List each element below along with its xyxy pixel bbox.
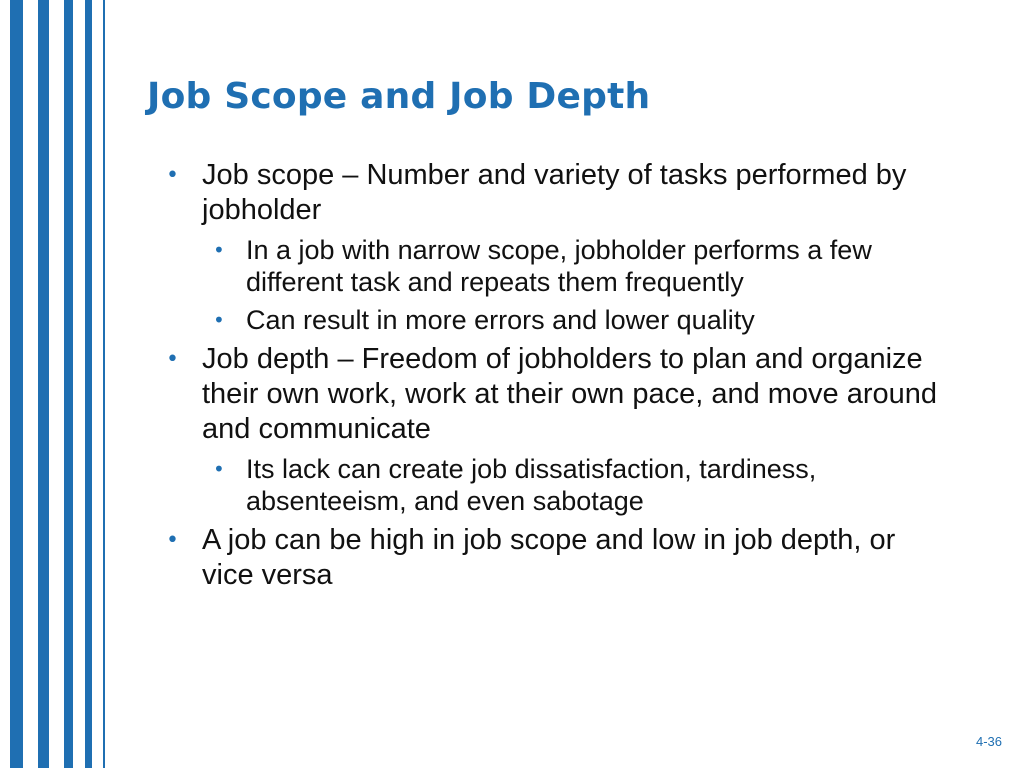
- decorative-stripe: [103, 0, 105, 768]
- page-number: 4-36: [975, 734, 1002, 749]
- sub-bullet-text: Can result in more errors and lower quality: [246, 305, 755, 335]
- sub-bullet-text: Its lack can create job dissatisfaction, tardiness, absenteeism, and even sabotage: [246, 454, 817, 516]
- decorative-stripe: [38, 0, 49, 768]
- sub-bullet-item: [207, 453, 952, 517]
- bullet-text: A job can be high in job scope and low in job depth, or vice versa: [202, 524, 896, 591]
- bullet-icon: •: [213, 457, 225, 481]
- bullet-icon: •: [213, 238, 225, 262]
- bullet-item: [162, 342, 952, 447]
- decorative-stripe: [10, 0, 23, 768]
- bullet-icon: •: [166, 163, 179, 188]
- bullet-item: [162, 158, 952, 228]
- decorative-stripe: [85, 0, 92, 768]
- bullet-list: [162, 158, 952, 599]
- bullet-item: [162, 523, 952, 593]
- bullet-text: Job depth – Freedom of jobholders to plan and organize their own work, work at their own pace, and move around and communicate: [202, 343, 938, 445]
- sub-bullet-text: In a job with narrow scope, jobholder performs a few different task and repeats them frequently: [246, 235, 872, 297]
- sub-bullet-item: [207, 304, 952, 336]
- slide-title: Job Scope and Job Depth: [147, 76, 651, 117]
- sub-bullet-item: [207, 234, 952, 298]
- bullet-icon: •: [213, 308, 225, 332]
- bullet-icon: •: [166, 347, 179, 372]
- bullet-text: Job scope – Number and variety of tasks performed by jobholder: [202, 159, 907, 226]
- bullet-icon: •: [166, 528, 179, 553]
- decorative-stripe: [64, 0, 73, 768]
